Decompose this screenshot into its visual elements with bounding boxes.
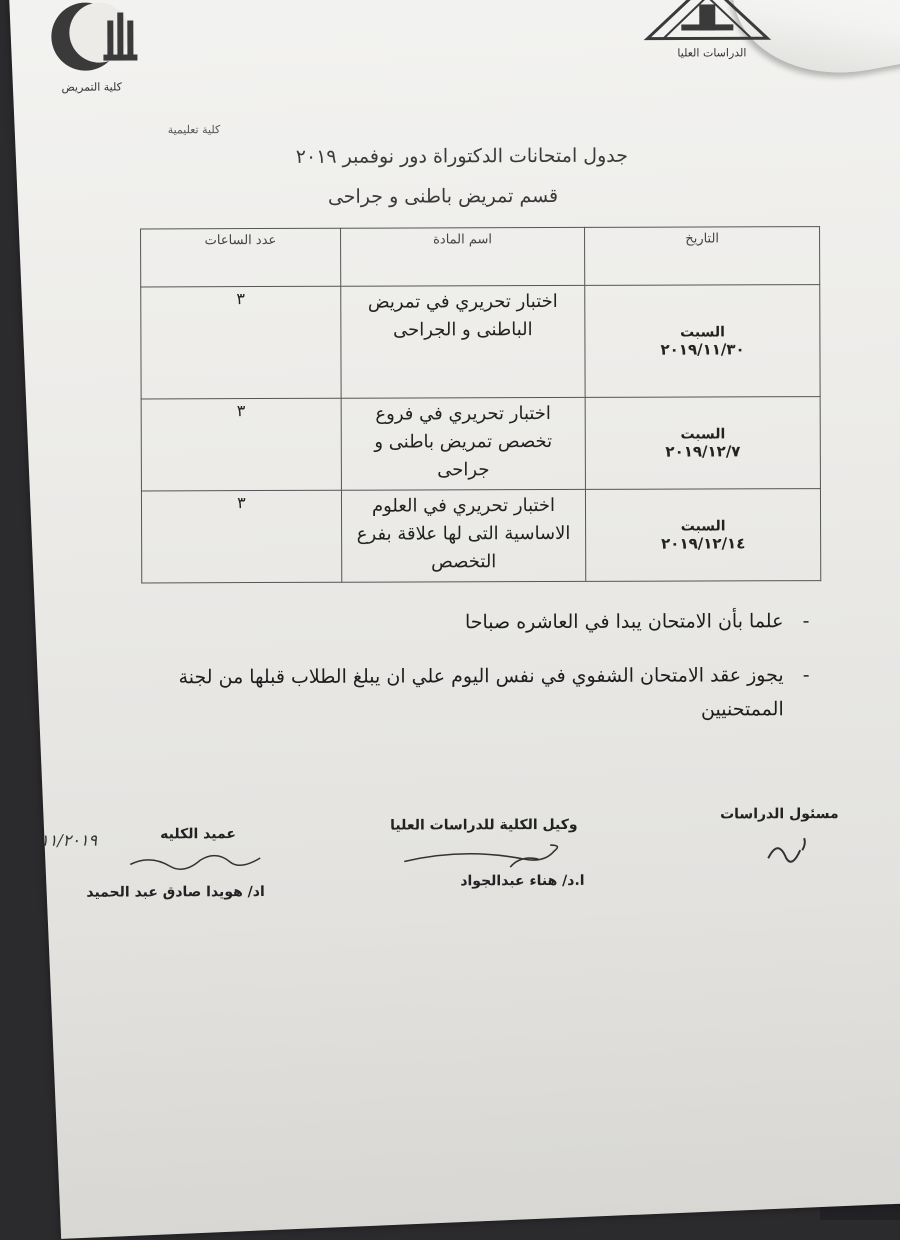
subject-cell: اختبار تحريري في العلوم الاساسية التى لها علاقة بفرع التخصص — [341, 489, 586, 582]
schedule-title: جدول امتحانات الدكتوراة دور نوفمبر ٢٠١٩ — [295, 144, 629, 168]
department-title: قسم تمريض باطنى و جراحى — [327, 184, 559, 208]
nursing-faculty-logo — [47, 0, 147, 94]
exam-day: السبت — [680, 425, 726, 443]
graduate-studies-logo — [637, 0, 777, 67]
vice-dean-name: ا.د/ هناء عبدالجواد — [460, 872, 585, 890]
header-date: التاريخ — [585, 227, 820, 286]
subject-cell: اختبار تحريري في فروع تخصص تمريض باطنى و جراحى — [341, 397, 586, 490]
exam-schedule-table — [140, 226, 821, 583]
date-cell — [586, 489, 821, 582]
studies-officer-signature — [760, 828, 820, 868]
vice-dean-title: وكيل الكلية للدراسات العليا — [390, 816, 578, 834]
bullet-dash: - — [802, 664, 810, 687]
note-text: يجوز عقد الامتحان الشفوي في نفس اليوم علي ان يبلغ الطلاب قبلها من لجنة الممتحنيين — [178, 664, 784, 721]
note-text: علما بأن الامتحان يبدا في العاشره صباحا — [464, 610, 784, 634]
header-hours: عدد الساعات — [141, 228, 341, 287]
hours-cell: ٣ — [141, 286, 341, 399]
studies-officer-title: مسئول الدراسات — [720, 806, 839, 823]
note-item — [99, 604, 809, 640]
exam-date: ٢٠١٩/١١/٣٠ — [660, 339, 745, 359]
hours-cell: ٣ — [141, 398, 341, 491]
subject-cell: اختبار تحريري في تمريض الباطنى و الجراحى — [341, 285, 586, 398]
exam-day: السبت — [680, 323, 725, 341]
dean-name: اد/ هويدا صادق عبد الحميد — [86, 884, 265, 901]
exam-date: ٢٠١٩/١٢/١٤ — [661, 533, 746, 553]
faculty-note: كلية تعليمية — [167, 123, 221, 137]
exam-date: ٢٠١٩/١٢/٧ — [665, 441, 741, 461]
exam-day: السبت — [680, 517, 726, 535]
header-subject: اسم المادة — [340, 227, 585, 286]
document-paper — [8, 0, 900, 1239]
dean-title: عميد الكليه — [160, 826, 236, 843]
date-cell — [585, 285, 820, 398]
table-row — [141, 397, 820, 491]
date-cell — [585, 397, 820, 490]
document-page — [37, 0, 839, 1159]
note-item — [100, 658, 810, 728]
table-header-row — [141, 227, 820, 287]
hours-cell: ٣ — [141, 490, 341, 583]
right-logo-caption: الدراسات العليا — [677, 46, 747, 60]
bullet-dash: - — [802, 610, 810, 633]
left-logo-caption: كلية التمريض — [61, 80, 122, 94]
table-row — [141, 285, 820, 399]
handwritten-date: ١١/٢٠١٩ — [40, 830, 98, 850]
dean-signature — [126, 846, 266, 876]
table-row — [141, 489, 820, 583]
vice-dean-signature — [400, 839, 580, 874]
